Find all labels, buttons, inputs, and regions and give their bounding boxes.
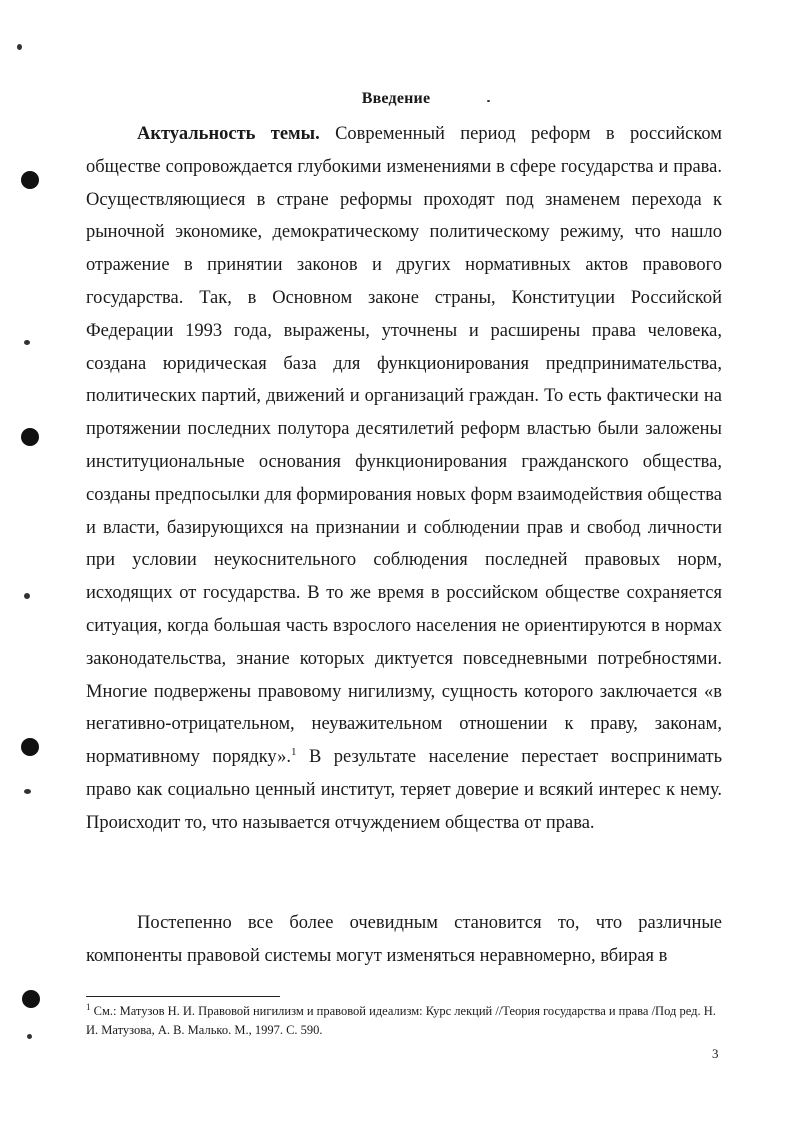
scan-speck [24, 789, 31, 794]
binding-hole [21, 738, 39, 756]
scan-speck [27, 1034, 32, 1039]
footnote-number: 1 [86, 1001, 91, 1012]
binding-hole [21, 171, 39, 189]
page-title: Введение [361, 90, 431, 107]
paragraph-2: Постепенно все более очевидным становится то, что различные компоненты правовой системы могут изменяться неравномерно, вбирая в [86, 913, 722, 966]
scan-speck [17, 44, 22, 50]
scan-speck [24, 340, 30, 345]
paragraph-text-continued: В результате население перестает воспринимать право как социально ценный институт, теряет доверие и всякий интерес к нему. Происходит то, что называется отчуждением общества от права. [86, 747, 723, 833]
binding-hole [22, 990, 40, 1008]
page-number: 3 [712, 1046, 719, 1061]
footnote-divider [86, 996, 280, 997]
scan-speck [24, 593, 30, 599]
paragraph-1 [86, 118, 722, 840]
binding-hole [21, 428, 39, 446]
footnote [86, 1002, 722, 1040]
paragraph-text: Современный период реформ в российском обществе сопровождается глубокими изменениями в сфере государства и права. Осуществляющиеся в стране реформы проходят под знаменем перехода к рыночной экономике, демократическому политическому режиму, что нашло отражение в принятии законов и других нормативных актов правового государства. Так, в Основном законе страны, Конституции Российской Федерации 1993 года, выражены, уточнены и расширены права человека, создана юридическая база для функционирования предпринимательства, политических партий, движений и организаций граждан. То есть фактически на протяжении последних полутора десятилетий реформ властью были заложены институциональные основания функционирования гражданского общества, созданы предпосылки для формирования новых форм взаимодействия общества и власти, базирующихся на признании и соблюдении прав и свобод личности при условии неукоснительного соблюдения последней правовых норм, исходящих от государства. В то же время в российском обществе сохраняется ситуация, когда большая часть взрослого населения не ориентируются в нормах законодательства, знание которых диктуется повседневными потребностями. Многие подвержены правовому нигилизму, сущность которого заключается «в негативно-отрицательном, неуважительном отношении к праву, законам, нормативному порядку». [86, 124, 722, 768]
footnote-reference: 1 [291, 745, 297, 758]
paragraph-lead: Актуальность темы. [137, 124, 320, 144]
footnote-text: См.: Матузов Н. И. Правовой нигилизм и правовой идеализм: Курс лекций //Теория государства и права /Под ред. Н. И. Матузова, А. В. Малько. М., 1997. С. 590. [86, 1004, 716, 1037]
